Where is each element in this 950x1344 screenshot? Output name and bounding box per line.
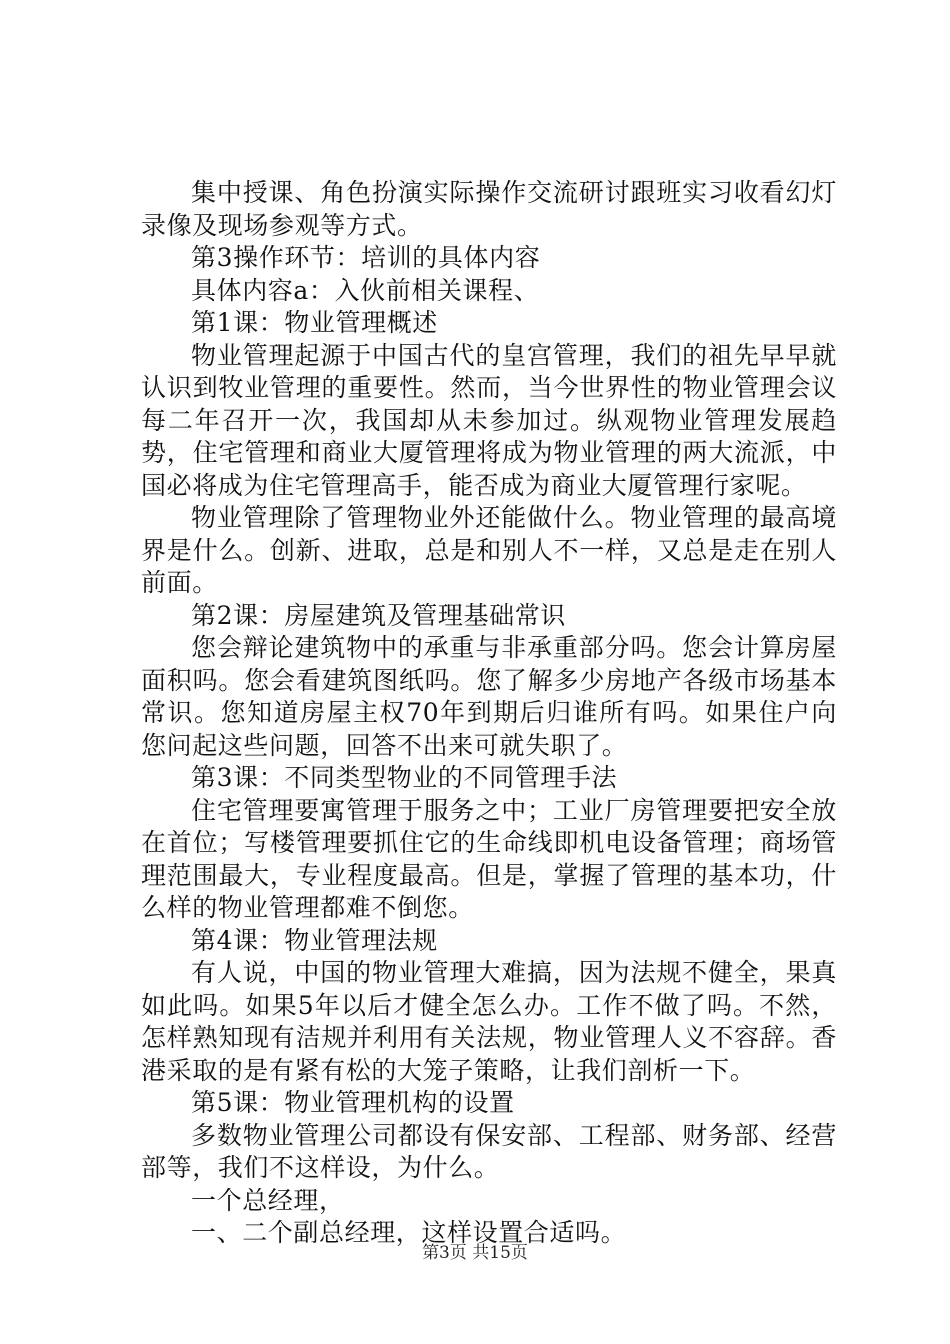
paragraph-9: 第3课：不同类型物业的不同管理手法	[191, 763, 618, 792]
paragraph-6: 物业管理除了管理物业外还能做什么。物业管理的最高境界是什么。创新、进取，总是和别人不一样，又总是走在别人前面。	[141, 503, 837, 597]
document-body	[141, 177, 837, 1250]
paragraph-15: 一个总经理，	[191, 1185, 345, 1215]
paragraph-14: 多数物业管理公司都设有保安部、工程部、财务部、经营部等，我们不这样设，为什么。	[141, 1120, 837, 1182]
paragraph-16: 一、二个副总经理，这样设置合适吗。	[191, 1218, 627, 1247]
paragraph-5: 物业管理起源于中国古代的皇宫管理，我们的祖先早早就认识到牧业管理的重要性。然而，当今世界性的物业管理会议每二年召开一次，我国却从未参加过。纵观物业管理发展趋势，住宅管理和商业大厦管理将成为物业管理的两大流派，中国必将成为住宅管理高手，能否成为商业大厦管理行家呢。	[141, 340, 837, 500]
paragraph-10: 住宅管理要寓管理于服务之中；工业厂房管理要把安全放在首位；写楼管理要抓住它的生命线即机电设备管理；商场管理范围最大，专业程度最高。但是，掌握了管理的基本功，什么样的物业管理都难不倒您。	[141, 795, 837, 922]
paragraph-8: 您会辩论建筑物中的承重与非承重部分吗。您会计算房屋面积吗。您会看建筑图纸吗。您了解多少房地产各级市场基本常识。您知道房屋主权70年到期后归谁所有吗。如果住户向您问起这些问题，回答不出来可就失职了。	[141, 633, 837, 760]
paragraph-1: 集中授课、角色扮演实际操作交流研讨跟班实习收看幻灯录像及现场参观等方式。	[141, 178, 837, 240]
paragraph-2: 第3操作环节：培训的具体内容	[191, 243, 541, 272]
paragraph-7: 第2课：房屋建筑及管理基础常识	[191, 600, 566, 630]
paragraph-11: 第4课：物业管理法规	[191, 925, 438, 955]
page-number-footer: 第3页 共15页	[422, 1243, 528, 1263]
paragraph-12: 有人说，中国的物业管理大难搞，因为法规不健全，果真如此吗。如果5年以后才健全怎么办。工作不做了吗。不然，怎样熟知现有洁规并利用有关法规，物业管理人义不容辞。香港采取的是有紧有松的大笼子策略，让我们剖析一下。	[141, 958, 837, 1085]
paragraph-3: 具体内容a：入伙前相关课程、	[191, 275, 540, 305]
paragraph-4: 第1课：物业管理概述	[191, 308, 438, 337]
paragraph-13: 第5课：物业管理机构的设置	[191, 1088, 515, 1117]
